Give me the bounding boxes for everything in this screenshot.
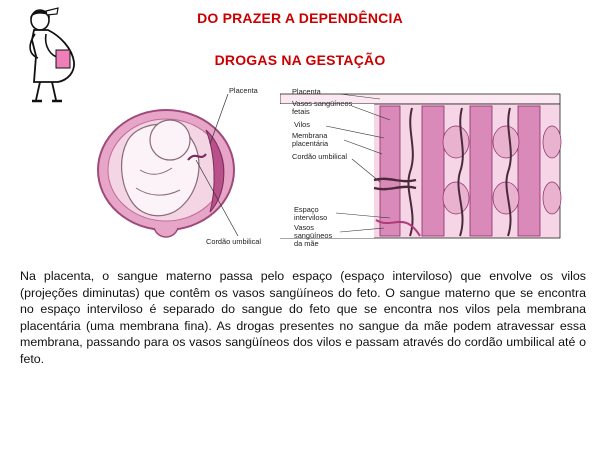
label-intervillous-space: Espaço [294,205,319,214]
label-maternal-vessels: Vasos [294,223,314,232]
label-placenta: Placenta [292,87,321,96]
label-fetal-vessels: Vasos sangüíneos [292,99,353,108]
page-title: DO PRAZER A DEPENDÊNCIA [197,10,403,26]
label-fetal-vessels-2: fetais [292,107,310,116]
placenta-cross-section-diagram [280,80,576,250]
label-maternal-vessels-3: da mãe [294,239,319,248]
label-umbilical-cord: Cordão umbilical [206,237,262,246]
body-paragraph: Na placenta, o sangue materno passa pelo espaço (espaço interviloso) que envolve os vilos (projeções diminutas) que contêm os vasos sangüíneos do feto. O sangue materno que se encontra no espaço interviloso é separado do sangue do feto que se encontra nos vilos pela membrana placentária (uma membrana fina). As drogas presentes no sangue da mãe podem atravessar essa membrana, passando para os vasos sangüíneos dos vilos e passam através do cordão umbilical até o feto. [20,269,586,366]
label-placenta: Placenta [229,86,258,95]
label-umbilical-cord: Cordão umbilical [292,152,348,161]
fetus-uterus-diagram [88,80,278,250]
label-membrane-2: placentária [292,139,329,148]
label-membrane: Membrana [292,131,328,140]
label-villi: Vilos [294,120,310,129]
page-subtitle: DROGAS NA GESTAÇÃO [214,52,386,68]
label-maternal-vessels-2: sangüíneos [294,231,333,240]
pregnant-woman-icon [20,6,86,106]
label-intervillous-space-2: interviloso [294,213,328,222]
